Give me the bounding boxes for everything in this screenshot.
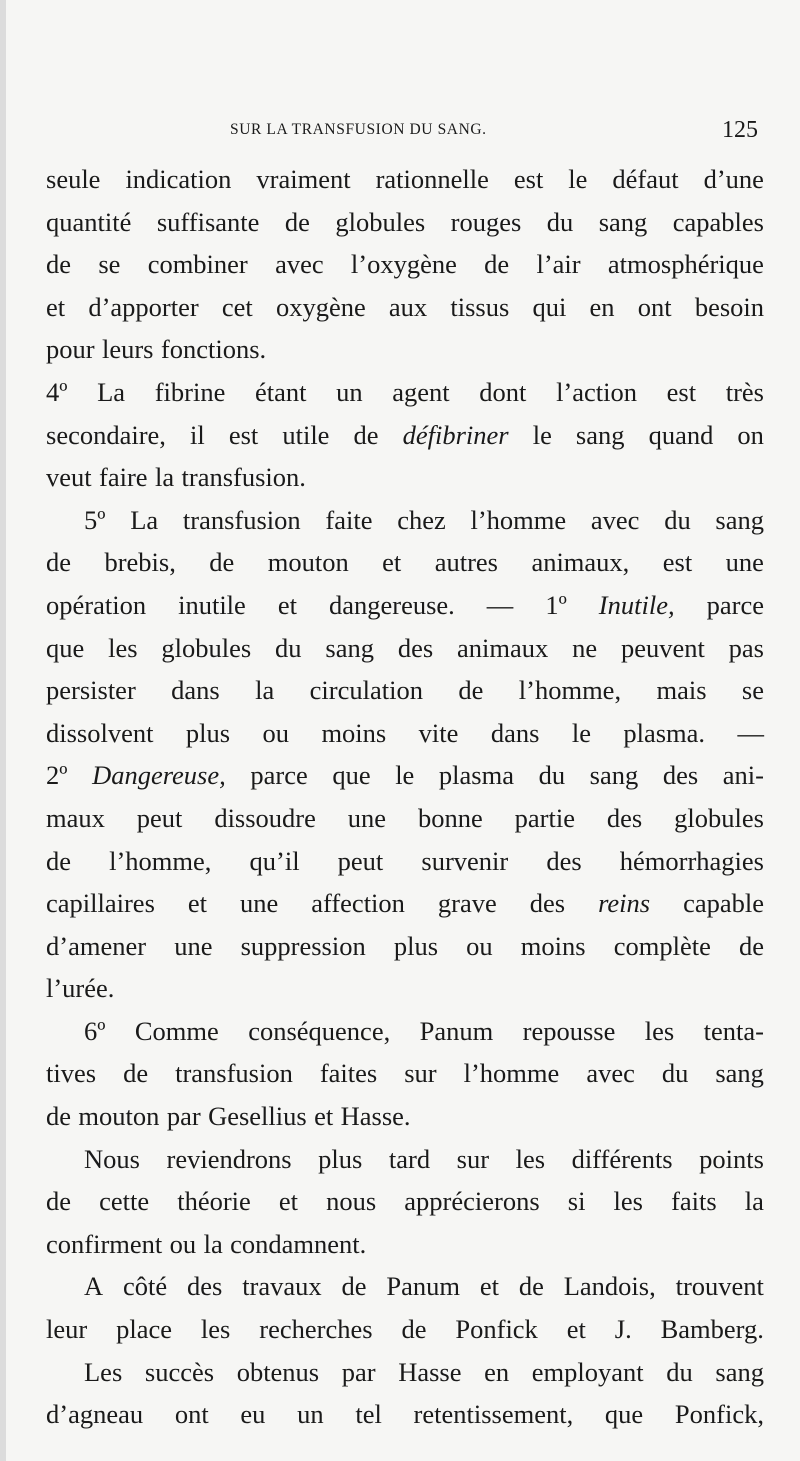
word: Bamberg. xyxy=(660,1314,764,1345)
word: La xyxy=(97,376,126,407)
word: défaut xyxy=(612,164,679,194)
word: le xyxy=(532,419,552,450)
word: de xyxy=(738,930,764,961)
word: apprécierons xyxy=(404,1186,540,1217)
word: l’homme xyxy=(463,1058,560,1089)
word: mouton xyxy=(78,1101,160,1132)
word: de xyxy=(46,249,72,280)
word: ont xyxy=(637,291,672,322)
text-line xyxy=(46,158,764,201)
word: transfusion. xyxy=(181,462,306,493)
word: grave xyxy=(437,888,497,919)
word: vite xyxy=(418,717,459,748)
text-line xyxy=(46,669,764,712)
text-line xyxy=(46,712,764,755)
word: des xyxy=(529,888,566,919)
word: J. xyxy=(614,1314,632,1345)
word: aux xyxy=(388,291,428,322)
word: repousse xyxy=(522,1015,616,1046)
word: de xyxy=(46,547,72,578)
word: veut xyxy=(46,462,92,493)
word: moins xyxy=(520,930,586,961)
word: bonne xyxy=(417,802,483,833)
text-line xyxy=(46,967,764,1010)
word: l’oxygène xyxy=(350,249,457,280)
word: peut xyxy=(337,845,384,876)
word: des xyxy=(662,760,699,791)
word: est xyxy=(513,164,544,194)
word: leur xyxy=(46,1314,88,1345)
page-number: 125 xyxy=(722,117,758,143)
word: ont xyxy=(174,1399,209,1430)
word: que xyxy=(604,1399,644,1430)
word: le xyxy=(571,717,591,748)
text-line xyxy=(46,1308,764,1351)
running-head xyxy=(6,117,800,147)
word: étant xyxy=(254,376,307,407)
word: le xyxy=(395,760,415,791)
word: avec xyxy=(590,504,640,535)
text-line xyxy=(46,627,764,670)
word: plus xyxy=(393,930,439,961)
text-line xyxy=(46,414,764,457)
word: dans xyxy=(171,675,220,706)
word: nous xyxy=(326,1186,377,1217)
word: dont xyxy=(479,376,527,407)
word: 4º xyxy=(46,376,68,407)
word: animaux xyxy=(456,632,549,663)
word: est xyxy=(662,547,693,578)
word: conséquence, xyxy=(248,1015,391,1046)
word: des xyxy=(397,632,434,663)
word: rationnelle xyxy=(375,164,489,194)
text-line xyxy=(46,1393,764,1436)
text-line xyxy=(46,371,764,414)
word: employant xyxy=(531,1356,644,1387)
word: globules xyxy=(674,802,764,833)
word: l’action xyxy=(556,376,637,407)
word: globules xyxy=(161,632,252,663)
text-line xyxy=(46,925,764,968)
word: parce xyxy=(706,589,764,620)
word: sur xyxy=(404,1058,437,1089)
word: sang xyxy=(589,760,639,791)
word: dissoudre xyxy=(214,802,316,833)
word: hémorrhagies xyxy=(619,845,764,876)
word: la xyxy=(744,1186,764,1217)
word: tissus xyxy=(450,291,510,322)
word: ani- xyxy=(722,760,764,791)
text-line xyxy=(46,1351,764,1394)
word: de xyxy=(458,675,484,706)
word: recherches xyxy=(259,1314,373,1345)
word: très xyxy=(725,376,764,407)
word: Ponfick xyxy=(455,1314,538,1345)
word: circulation xyxy=(309,675,423,706)
word: maux xyxy=(46,802,105,833)
word: tel xyxy=(355,1399,382,1430)
word: sur xyxy=(456,1143,490,1174)
word: place xyxy=(116,1314,173,1345)
text-line xyxy=(46,1180,764,1223)
word: fonctions. xyxy=(160,334,267,365)
word: points xyxy=(699,1143,764,1174)
word: rouges xyxy=(450,206,522,237)
word: 5º xyxy=(84,504,106,535)
word: et xyxy=(46,291,66,322)
text-line xyxy=(46,797,764,840)
word: les xyxy=(200,1314,231,1345)
word: Comme xyxy=(134,1015,219,1046)
word: d’agneau xyxy=(46,1399,144,1430)
word: 6º xyxy=(84,1015,106,1046)
word: succès xyxy=(144,1356,215,1387)
word: Landois, xyxy=(563,1271,656,1302)
word: et xyxy=(382,547,402,578)
word: par xyxy=(166,1101,201,1132)
word: ou xyxy=(262,717,290,748)
text-line xyxy=(46,584,764,627)
word: de xyxy=(341,1271,367,1302)
word: sang xyxy=(715,1058,764,1089)
running-title: SUR LA TRANSFUSION DU SANG. xyxy=(230,121,487,138)
italic-word: défibriner xyxy=(402,419,509,450)
text-line xyxy=(46,499,764,542)
word: d’amener xyxy=(46,930,147,961)
word: de xyxy=(353,419,379,450)
word: la xyxy=(255,675,275,706)
word: parce xyxy=(250,760,308,791)
word: chez xyxy=(397,504,446,535)
word: ne xyxy=(572,632,598,663)
word: eu xyxy=(240,1399,266,1430)
word: des xyxy=(606,802,643,833)
word: trouvent xyxy=(675,1271,764,1302)
word: les xyxy=(644,1015,675,1046)
word: l’urée. xyxy=(46,973,115,1004)
word: est xyxy=(666,376,697,407)
word: capable xyxy=(683,888,764,919)
word: de xyxy=(46,1101,72,1132)
word: peut xyxy=(136,802,183,833)
word: complète xyxy=(613,930,711,961)
word: dans xyxy=(490,717,540,748)
word: faite xyxy=(325,504,373,535)
word: ou xyxy=(466,930,493,961)
word: la xyxy=(203,1228,223,1259)
word: en xyxy=(484,1356,510,1387)
word: dangereuse. xyxy=(328,589,455,620)
word: sang xyxy=(575,419,625,450)
word: Hasse xyxy=(398,1356,462,1387)
word: atmosphérique xyxy=(607,249,764,280)
word: l’air xyxy=(536,249,581,280)
word: La xyxy=(130,504,159,535)
word: du xyxy=(546,206,574,237)
word: un xyxy=(336,376,363,407)
text-line xyxy=(46,286,764,329)
word: partie xyxy=(514,802,575,833)
word: autres xyxy=(434,547,498,578)
word: il xyxy=(190,419,205,450)
word: côté xyxy=(123,1271,168,1302)
italic-word: reins xyxy=(598,888,651,919)
word: faire xyxy=(99,462,148,493)
word: mais xyxy=(656,675,707,706)
word: plus xyxy=(318,1143,363,1174)
word: capables xyxy=(672,206,764,237)
word: suffisante xyxy=(156,206,260,237)
word: leurs xyxy=(101,334,154,365)
text-line xyxy=(46,1138,764,1181)
word: quantité xyxy=(46,206,132,237)
word: agent xyxy=(392,376,450,407)
word: sang xyxy=(715,1356,764,1387)
word: l’homme, xyxy=(109,845,212,876)
word: animaux, xyxy=(531,547,630,578)
word: de xyxy=(284,206,310,237)
word: de xyxy=(46,1186,72,1217)
word: d’une xyxy=(703,164,764,194)
word: l’homme xyxy=(470,504,567,535)
body-text xyxy=(46,158,764,1436)
word: de xyxy=(46,845,72,876)
word: ou xyxy=(169,1228,197,1259)
word: peuvent xyxy=(620,632,705,663)
word: du xyxy=(275,632,302,663)
word: de xyxy=(484,249,510,280)
word: condamnent. xyxy=(230,1228,367,1259)
word: de xyxy=(123,1058,149,1089)
word: transfusion xyxy=(175,1058,293,1089)
text-line xyxy=(46,1010,764,1053)
word: en xyxy=(589,291,615,322)
word: survenir xyxy=(421,845,509,876)
word: et xyxy=(187,888,207,919)
word: un xyxy=(297,1399,324,1430)
word: du xyxy=(666,1356,693,1387)
word: tard xyxy=(388,1143,431,1174)
word: globules xyxy=(335,206,426,237)
word: 2º xyxy=(46,760,68,791)
word: capillaires xyxy=(46,888,155,919)
word: Panum xyxy=(386,1271,461,1302)
word: que xyxy=(332,760,371,791)
word: secondaire, xyxy=(46,419,166,450)
word: est xyxy=(228,419,259,450)
word: de xyxy=(209,547,235,578)
word: théorie xyxy=(177,1186,251,1217)
word: des xyxy=(187,1271,223,1302)
word: oxygène xyxy=(275,291,366,322)
word: fibrine xyxy=(154,376,226,407)
word: Les xyxy=(84,1356,123,1387)
word: du xyxy=(538,760,566,791)
word: faites xyxy=(319,1058,378,1089)
text-line xyxy=(46,1095,764,1138)
word: obtenus xyxy=(236,1356,320,1387)
word: une xyxy=(725,547,764,578)
word: sang xyxy=(325,632,374,663)
word: l’homme, xyxy=(518,675,622,706)
word: et xyxy=(277,589,297,620)
text-line xyxy=(46,201,764,244)
text-line xyxy=(46,456,764,499)
italic-word: Inutile, xyxy=(598,589,675,620)
word: pas xyxy=(728,632,764,663)
word: du xyxy=(664,504,691,535)
word: quand xyxy=(648,419,714,450)
word: mouton xyxy=(267,547,349,578)
word: inutile xyxy=(178,589,246,620)
word: d’apporter xyxy=(88,291,199,322)
word: des xyxy=(546,845,582,876)
word: la xyxy=(154,462,175,493)
italic-word: Dangereuse, xyxy=(92,760,226,791)
word: du xyxy=(661,1058,689,1089)
word: si xyxy=(567,1186,586,1217)
word: les xyxy=(108,632,138,663)
word: on xyxy=(737,419,764,450)
text-line xyxy=(46,1223,764,1266)
text-line xyxy=(46,328,764,371)
word: cet xyxy=(221,291,253,322)
word: de xyxy=(401,1314,427,1345)
word: le xyxy=(568,164,588,194)
word: 1º xyxy=(545,589,567,620)
word: confirment xyxy=(46,1228,163,1259)
word: plasma. xyxy=(623,717,706,748)
word: avec xyxy=(586,1058,635,1089)
text-line xyxy=(46,243,764,286)
word: persister xyxy=(46,675,136,706)
word: une xyxy=(174,930,213,961)
word: tives xyxy=(46,1058,97,1089)
word: reviendrons xyxy=(166,1143,292,1174)
word: — xyxy=(486,589,514,620)
word: affection xyxy=(311,888,405,919)
word: et xyxy=(314,1101,334,1132)
word: qu’il xyxy=(249,845,300,876)
word: opération xyxy=(46,589,147,620)
word: Ponfick, xyxy=(674,1399,764,1430)
word: Panum xyxy=(419,1015,494,1046)
word: et xyxy=(278,1186,299,1217)
word: et xyxy=(566,1314,586,1345)
word: de xyxy=(518,1271,544,1302)
word: A xyxy=(84,1271,104,1302)
word: brebis, xyxy=(104,547,176,578)
word: dissolvent xyxy=(46,717,154,748)
word: différents xyxy=(571,1143,673,1174)
word: les xyxy=(613,1186,643,1217)
word: retentissement, xyxy=(413,1399,574,1430)
word: une xyxy=(347,802,387,833)
text-line xyxy=(46,541,764,584)
word: se xyxy=(741,675,764,706)
word: travaux xyxy=(242,1271,322,1302)
word: moins xyxy=(321,717,387,748)
word: et xyxy=(479,1271,499,1302)
word: Gesellius xyxy=(208,1101,307,1132)
word: pour xyxy=(46,334,95,365)
word: suppression xyxy=(240,930,366,961)
word: — xyxy=(737,717,764,748)
word: cette xyxy=(99,1186,150,1217)
word: indication xyxy=(125,164,232,194)
word: transfusion xyxy=(182,504,301,535)
word: sang xyxy=(715,504,764,535)
word: sang xyxy=(598,206,648,237)
text-line xyxy=(46,1265,764,1308)
word: faits xyxy=(671,1186,717,1217)
word: avec xyxy=(275,249,324,280)
word: une xyxy=(239,888,279,919)
word: les xyxy=(515,1143,546,1174)
word: par xyxy=(341,1356,376,1387)
word: seule xyxy=(46,164,101,194)
word: utile xyxy=(282,419,330,450)
word: Nous xyxy=(84,1143,140,1174)
word: qui xyxy=(532,291,567,322)
text-line xyxy=(46,882,764,925)
word: que xyxy=(46,632,85,663)
word: se xyxy=(98,249,121,280)
text-line xyxy=(46,840,764,883)
word: plasma xyxy=(438,760,514,791)
text-line xyxy=(46,754,764,797)
word: tenta- xyxy=(703,1015,764,1046)
word: Hasse. xyxy=(340,1101,411,1132)
word: vraiment xyxy=(256,164,351,194)
word: combiner xyxy=(147,249,248,280)
text-line xyxy=(46,1052,764,1095)
word: plus xyxy=(185,717,231,748)
word: besoin xyxy=(694,291,764,322)
